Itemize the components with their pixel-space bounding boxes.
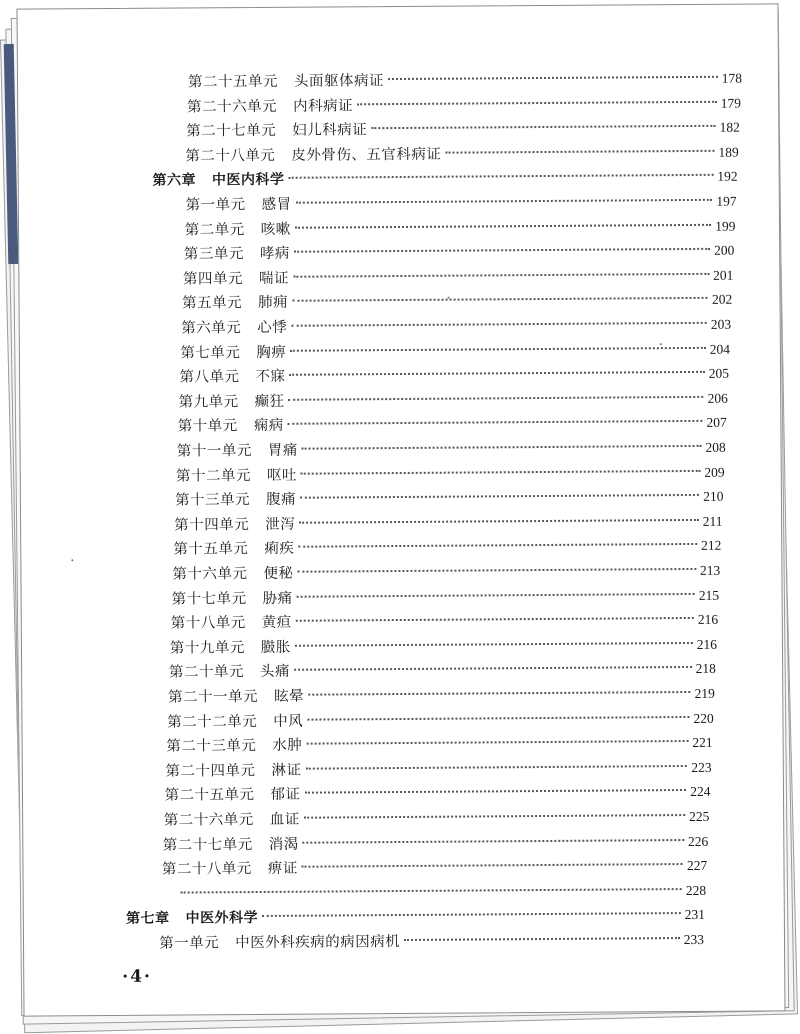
toc-title: 臌胀	[260, 639, 291, 656]
toc-title: 血证	[269, 811, 300, 828]
toc-unit-row	[170, 633, 717, 661]
toc-title: 痢疾	[264, 541, 295, 558]
toc-page-number: 178	[721, 70, 743, 86]
toc-label: 第七单元	[180, 344, 241, 362]
dot-leader	[292, 297, 708, 302]
toc-label: 第二十单元	[168, 664, 244, 682]
toc-page-number: 209	[704, 464, 725, 480]
toc-label: 第二十二单元	[167, 713, 258, 731]
dot-leader	[297, 568, 696, 573]
dot-leader	[299, 519, 698, 524]
toc-title: 妇儿科病证	[292, 122, 368, 139]
toc-title: 感冒	[261, 196, 292, 213]
toc-page-number: 199	[715, 218, 736, 234]
toc-unit-row	[164, 805, 710, 833]
toc-label: 第十一单元	[176, 443, 252, 460]
dot-leader	[262, 912, 681, 917]
toc-page-number: 226	[687, 833, 709, 849]
toc-label: 第二十八单元	[185, 147, 276, 165]
toc-page-number: 213	[699, 562, 721, 578]
toc-label: 第五单元	[182, 295, 243, 312]
toc-page-number: 205	[708, 365, 729, 382]
toc-title: 咳嗽	[260, 221, 291, 238]
toc-label: 第十单元	[177, 418, 238, 435]
toc-unit-row	[173, 534, 721, 562]
toc-unit-row	[171, 608, 719, 636]
toc-title: 中风	[273, 713, 304, 730]
toc-label: 第一单元	[159, 935, 220, 952]
dot-leader	[290, 346, 705, 351]
toc-page-number: 197	[716, 193, 737, 209]
toc-title: 淋证	[271, 762, 302, 779]
toc-page-number: 201	[712, 267, 734, 283]
toc-page-number: 210	[703, 488, 724, 505]
toc-page-number: 182	[719, 119, 740, 135]
toc-label: 第七章	[126, 911, 170, 928]
toc-unit-row	[162, 854, 707, 882]
toc-title: 黄疸	[261, 614, 292, 632]
toc-title: 呕吐	[266, 467, 297, 484]
toc-unit-row	[179, 387, 728, 415]
dot-leader	[297, 593, 695, 598]
dot-leader	[303, 839, 684, 844]
dot-leader	[388, 76, 718, 80]
toc-unit-row	[185, 140, 739, 168]
toc-unit-row	[179, 362, 729, 390]
toc-page-number: 189	[718, 144, 739, 160]
toc-page-number: 216	[697, 611, 719, 628]
toc-title: 便秘	[263, 565, 294, 582]
toc-label: 第十八单元	[170, 615, 246, 632]
toc-title: 喘证	[258, 270, 290, 287]
dot-leader	[289, 396, 704, 401]
toc-page-number: 218	[695, 661, 716, 677]
toc-label: 第十二单元	[175, 467, 251, 485]
dot-leader	[371, 125, 715, 129]
dot-leader	[289, 371, 704, 376]
toc-page-number: 206	[707, 390, 728, 406]
toc-page-number: 200	[714, 242, 735, 258]
toc-unit-row	[180, 337, 730, 365]
toc-title: 不寐	[255, 368, 286, 386]
toc-unit-row	[182, 288, 732, 316]
dot-leader	[296, 617, 694, 622]
toc-label: 第三单元	[183, 246, 244, 263]
toc-title: 痫病	[253, 418, 284, 435]
dot-leader	[302, 863, 683, 868]
toc-title: 头痛	[259, 664, 290, 681]
toc-label: 第二十四单元	[165, 762, 256, 780]
toc-page-number: 227	[686, 858, 708, 874]
toc-title: 中医外科疾病的病因病机	[235, 934, 401, 952]
dot-leader	[291, 322, 707, 327]
toc-label: 第十六单元	[172, 566, 248, 583]
toc-label: 第十五单元	[173, 541, 249, 558]
toc-label: 第九单元	[178, 393, 239, 411]
toc-page-number: 225	[689, 808, 710, 824]
toc-page-number: 208	[705, 439, 726, 455]
toc-label: 第十九单元	[169, 639, 245, 657]
toc-page-number: 211	[702, 513, 723, 529]
toc-label: 第二十五单元	[187, 73, 279, 91]
toc-page-number: 179	[720, 95, 741, 111]
toc-unit-row	[184, 239, 735, 267]
paper-speck	[71, 559, 73, 561]
dot-leader	[305, 765, 687, 770]
toc-title: 水肿	[272, 737, 303, 755]
dot-leader	[293, 273, 709, 278]
toc-unit-row	[186, 116, 740, 144]
toc-unit-row	[164, 780, 710, 808]
toc-unit-row	[177, 436, 726, 464]
toc-title: 眩晕	[273, 688, 305, 705]
toc-label: 第二十一单元	[167, 689, 259, 706]
toc-label: 第八单元	[179, 369, 240, 386]
toc-unit-row	[176, 460, 725, 488]
toc-label: 第六单元	[181, 320, 242, 337]
toc-unit-row	[168, 682, 715, 710]
dot-leader	[288, 174, 713, 179]
toc-label: 第二十三单元	[166, 738, 257, 755]
toc-label: 第二十七单元	[186, 123, 277, 140]
toc-title: 胃痛	[267, 442, 298, 459]
toc-label: 第十四单元	[174, 516, 250, 534]
dot-leader	[304, 814, 685, 819]
dot-leader	[301, 470, 700, 475]
dot-leader	[308, 691, 691, 696]
dot-leader	[306, 740, 688, 745]
dot-leader	[181, 888, 682, 893]
toc-title: 皮外骨伤、五官科病证	[291, 146, 442, 164]
toc-title: 中医外科学	[185, 910, 259, 927]
toc-chapter-row	[152, 165, 737, 193]
dot-leader	[302, 445, 702, 450]
toc-page-number: 192	[717, 169, 738, 185]
toc-page-number: 231	[684, 907, 706, 923]
toc-unit-row	[169, 657, 716, 685]
toc-title: 消渴	[268, 836, 299, 853]
toc-title: 癫狂	[254, 393, 285, 410]
dot-leader	[288, 420, 703, 425]
toc-page-number: 228	[685, 882, 707, 898]
toc-label: 第十七单元	[171, 590, 247, 608]
dot-leader	[404, 937, 679, 941]
dot-leader	[298, 543, 697, 548]
toc-unit-row	[163, 829, 709, 857]
toc-unit-row	[165, 756, 711, 784]
toc-label: 第二十六单元	[163, 812, 254, 829]
toc-unit-row	[188, 67, 742, 95]
toc-title: 肺痈	[258, 295, 289, 312]
paper-speck	[660, 343, 662, 345]
toc-unit-row	[172, 559, 720, 587]
toc-unit-row	[161, 879, 706, 907]
toc-label: 第六章	[152, 172, 197, 190]
toc-page-number: 202	[711, 292, 733, 308]
dot-leader	[295, 642, 693, 647]
toc-page-number: 224	[690, 784, 711, 800]
page-number: ·4·	[122, 966, 152, 987]
dot-leader	[445, 150, 714, 154]
toc-label: 第二十五单元	[164, 787, 255, 805]
toc-page-number: 216	[696, 636, 718, 652]
toc-title: 哮病	[259, 245, 290, 263]
dot-leader	[294, 248, 710, 253]
toc-title: 中医内科学	[211, 172, 285, 189]
toc-unit-row	[159, 928, 704, 956]
toc-page-number: 203	[710, 316, 732, 332]
toc-title: 胁痛	[262, 590, 293, 607]
dot-leader	[296, 199, 713, 204]
dot-leader	[300, 494, 699, 499]
toc-page-number: 204	[709, 341, 731, 357]
toc-page-number: 215	[698, 587, 720, 603]
toc-title: 头面躯体病证	[293, 73, 385, 90]
document-page	[16, 3, 785, 1016]
toc-chapter-row	[126, 903, 705, 931]
toc-label: 第四单元	[182, 270, 244, 288]
toc-title: 腹痛	[266, 491, 297, 509]
toc-unit-row	[174, 510, 722, 538]
toc-title: 胸痹	[256, 344, 287, 361]
toc-label: 第二十六单元	[187, 98, 278, 116]
toc-unit-row	[183, 263, 733, 291]
toc-page-number: 219	[694, 685, 715, 701]
toc-unit-row	[167, 706, 714, 734]
toc-unit-row	[166, 731, 712, 759]
toc-title: 郁证	[270, 787, 301, 804]
dot-leader	[295, 223, 712, 228]
dot-leader	[357, 100, 717, 105]
toc-page-number: 221	[692, 735, 713, 751]
toc-page-number: 223	[691, 759, 712, 775]
toc-page-number: 220	[693, 710, 714, 726]
toc-label: 第二十七单元	[162, 836, 253, 854]
toc-unit-row	[178, 411, 727, 439]
toc-label: 第二十八单元	[161, 861, 252, 878]
toc-unit-row	[171, 583, 719, 611]
toc-label: 第一单元	[185, 197, 246, 214]
toc-page-number: 233	[683, 931, 704, 948]
toc-page-number: 212	[701, 538, 722, 554]
toc-unit-row	[187, 91, 741, 119]
toc-title: 心悸	[257, 319, 288, 336]
toc-unit-row	[181, 313, 731, 341]
toc-unit-row	[185, 214, 736, 242]
toc-title: 内科病证	[293, 97, 354, 115]
toc-title: 泄泻	[265, 516, 296, 533]
toc-unit-row	[175, 485, 724, 513]
toc-page-number: 207	[706, 415, 727, 431]
toc-label: 第十三单元	[175, 492, 251, 509]
dot-leader	[305, 789, 687, 794]
paper-speck	[448, 297, 450, 299]
toc-title: 痹证	[267, 860, 298, 878]
dot-leader	[294, 666, 692, 671]
toc-label: 第二单元	[184, 221, 245, 239]
toc-unit-row	[186, 190, 737, 218]
table-of-contents	[17, 4, 777, 952]
dot-leader	[307, 716, 689, 721]
